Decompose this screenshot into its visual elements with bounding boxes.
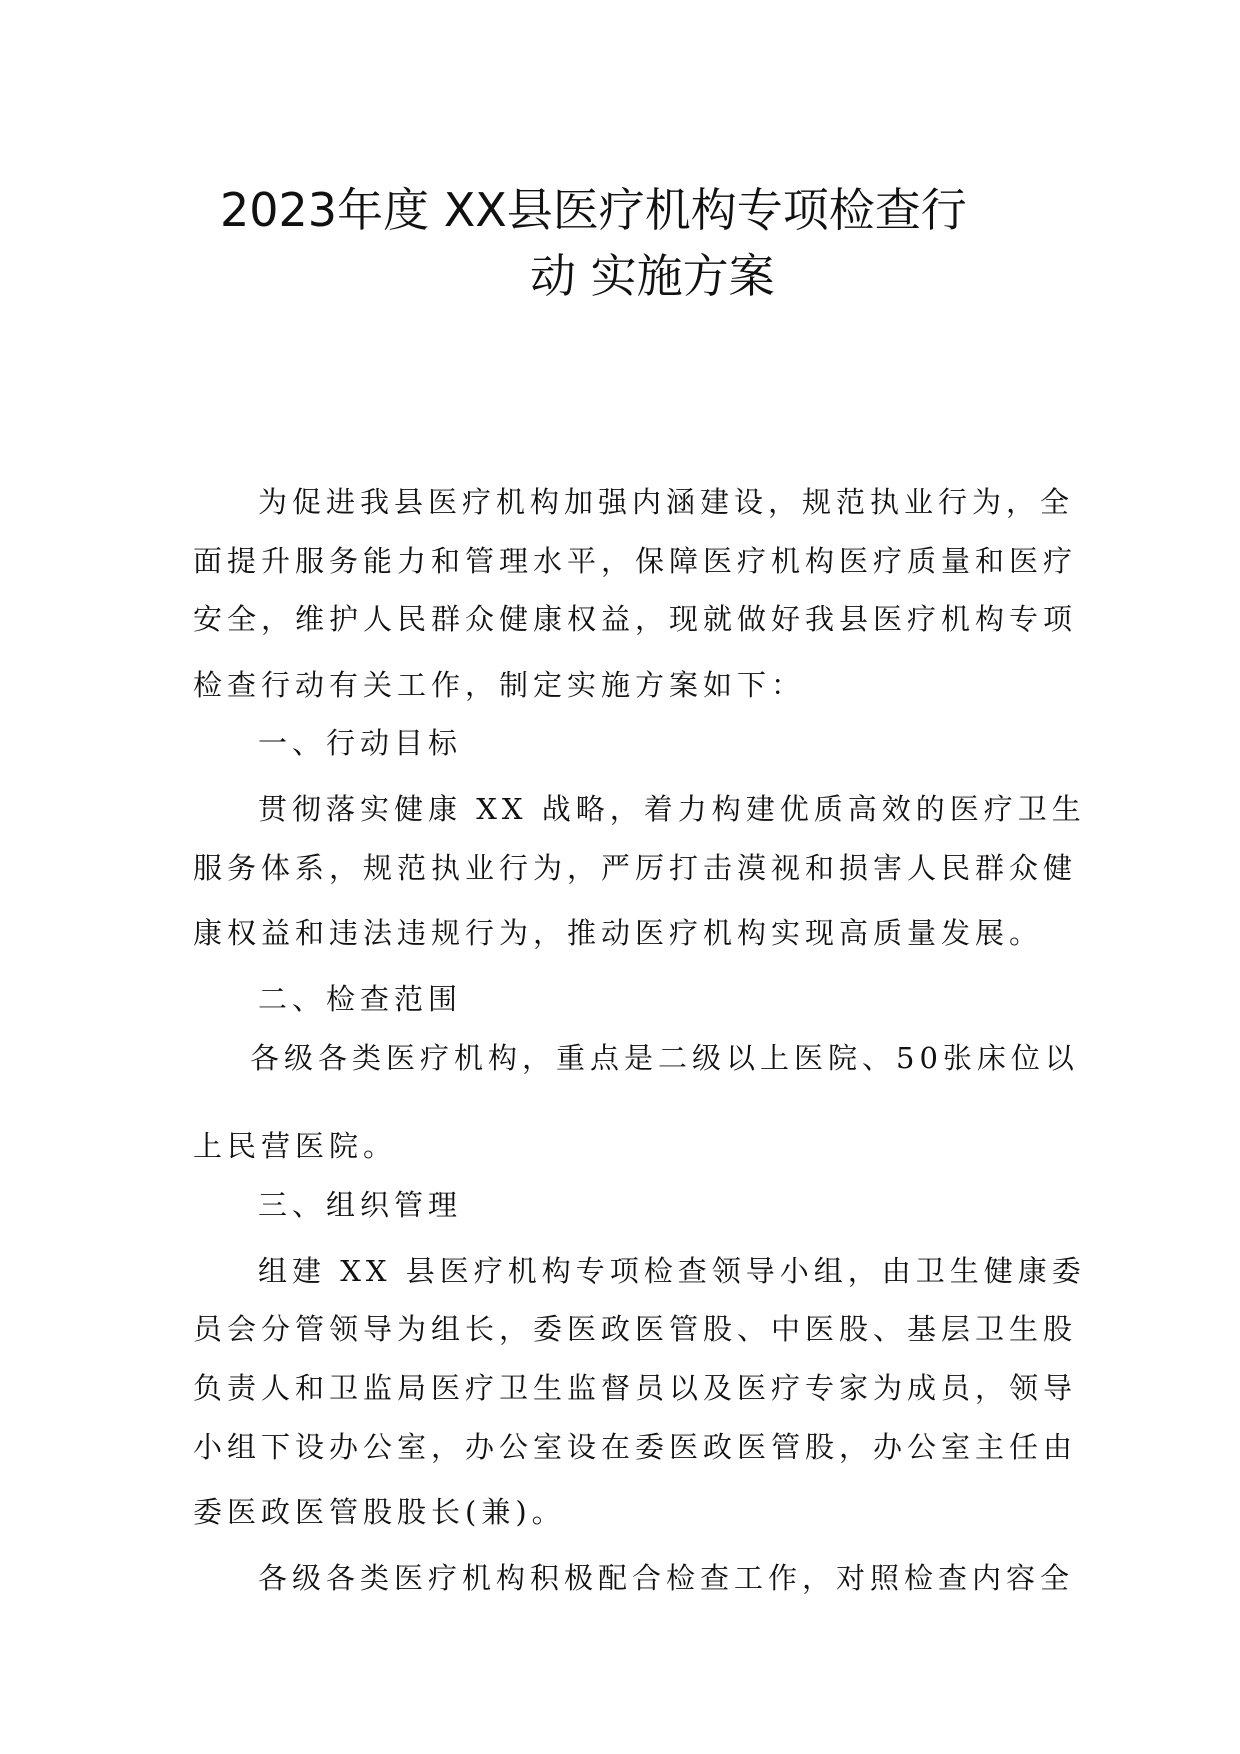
paragraph-line: 为促进我县医疗机构加强内涵建设，规范执业行为，全 (258, 485, 1075, 519)
paragraph-line: 安全，维护人民群众健康权益，现就做好我县医疗机构专项 (193, 602, 1078, 636)
paragraph-line: 康权益和违法违规行为，推动医疗机构实现高质量发展。 (193, 916, 1044, 950)
paragraph-line: 各级各类医疗机构积极配合检查工作，对照检查内容全 (258, 1561, 1075, 1595)
section-heading: 三、组织管理 (258, 1188, 463, 1222)
paragraph-line: 检查行动有关工作，制定实施方案如下： (193, 668, 806, 702)
paragraph-line: 服务体系，规范执业行为，严厉打击漠视和损害人民群众健 (193, 851, 1078, 885)
paragraph-line: 小组下设办公室，办公室设在委医政医管股，办公室主任由 (193, 1430, 1078, 1464)
paragraph-line: 负责人和卫监局医疗卫生监督员以及医疗专家为成员，领导 (193, 1371, 1078, 1405)
paragraph-line: 上民营医院。 (193, 1129, 398, 1163)
paragraph-line: 组建 XX 县医疗机构专项检查领导小组，由卫生健康委 (258, 1254, 1086, 1288)
paragraph-line: 委医政医管股股长(兼)。 (193, 1495, 566, 1529)
paragraph-line: 贯彻落实健康 XX 战略，着力构建优质高效的医疗卫生 (258, 792, 1086, 826)
section-heading: 一、行动目标 (258, 726, 463, 760)
paragraph-line: 员会分管领导为组长，委医政医管股、中医股、基层卫生股 (193, 1312, 1078, 1346)
document-title-line-1: 2023年度 XX县医疗机构专项检查行 (220, 183, 967, 237)
paragraph-line: 面提升服务能力和管理水平，保障医疗机构医疗质量和医疗 (193, 544, 1078, 578)
section-heading: 二、检查范围 (258, 982, 463, 1016)
paragraph-line: 各级各类医疗机构，重点是二级以上医院、50张床位以 (250, 1041, 1079, 1075)
document-title-line-2: 动 实施方案 (530, 249, 775, 303)
